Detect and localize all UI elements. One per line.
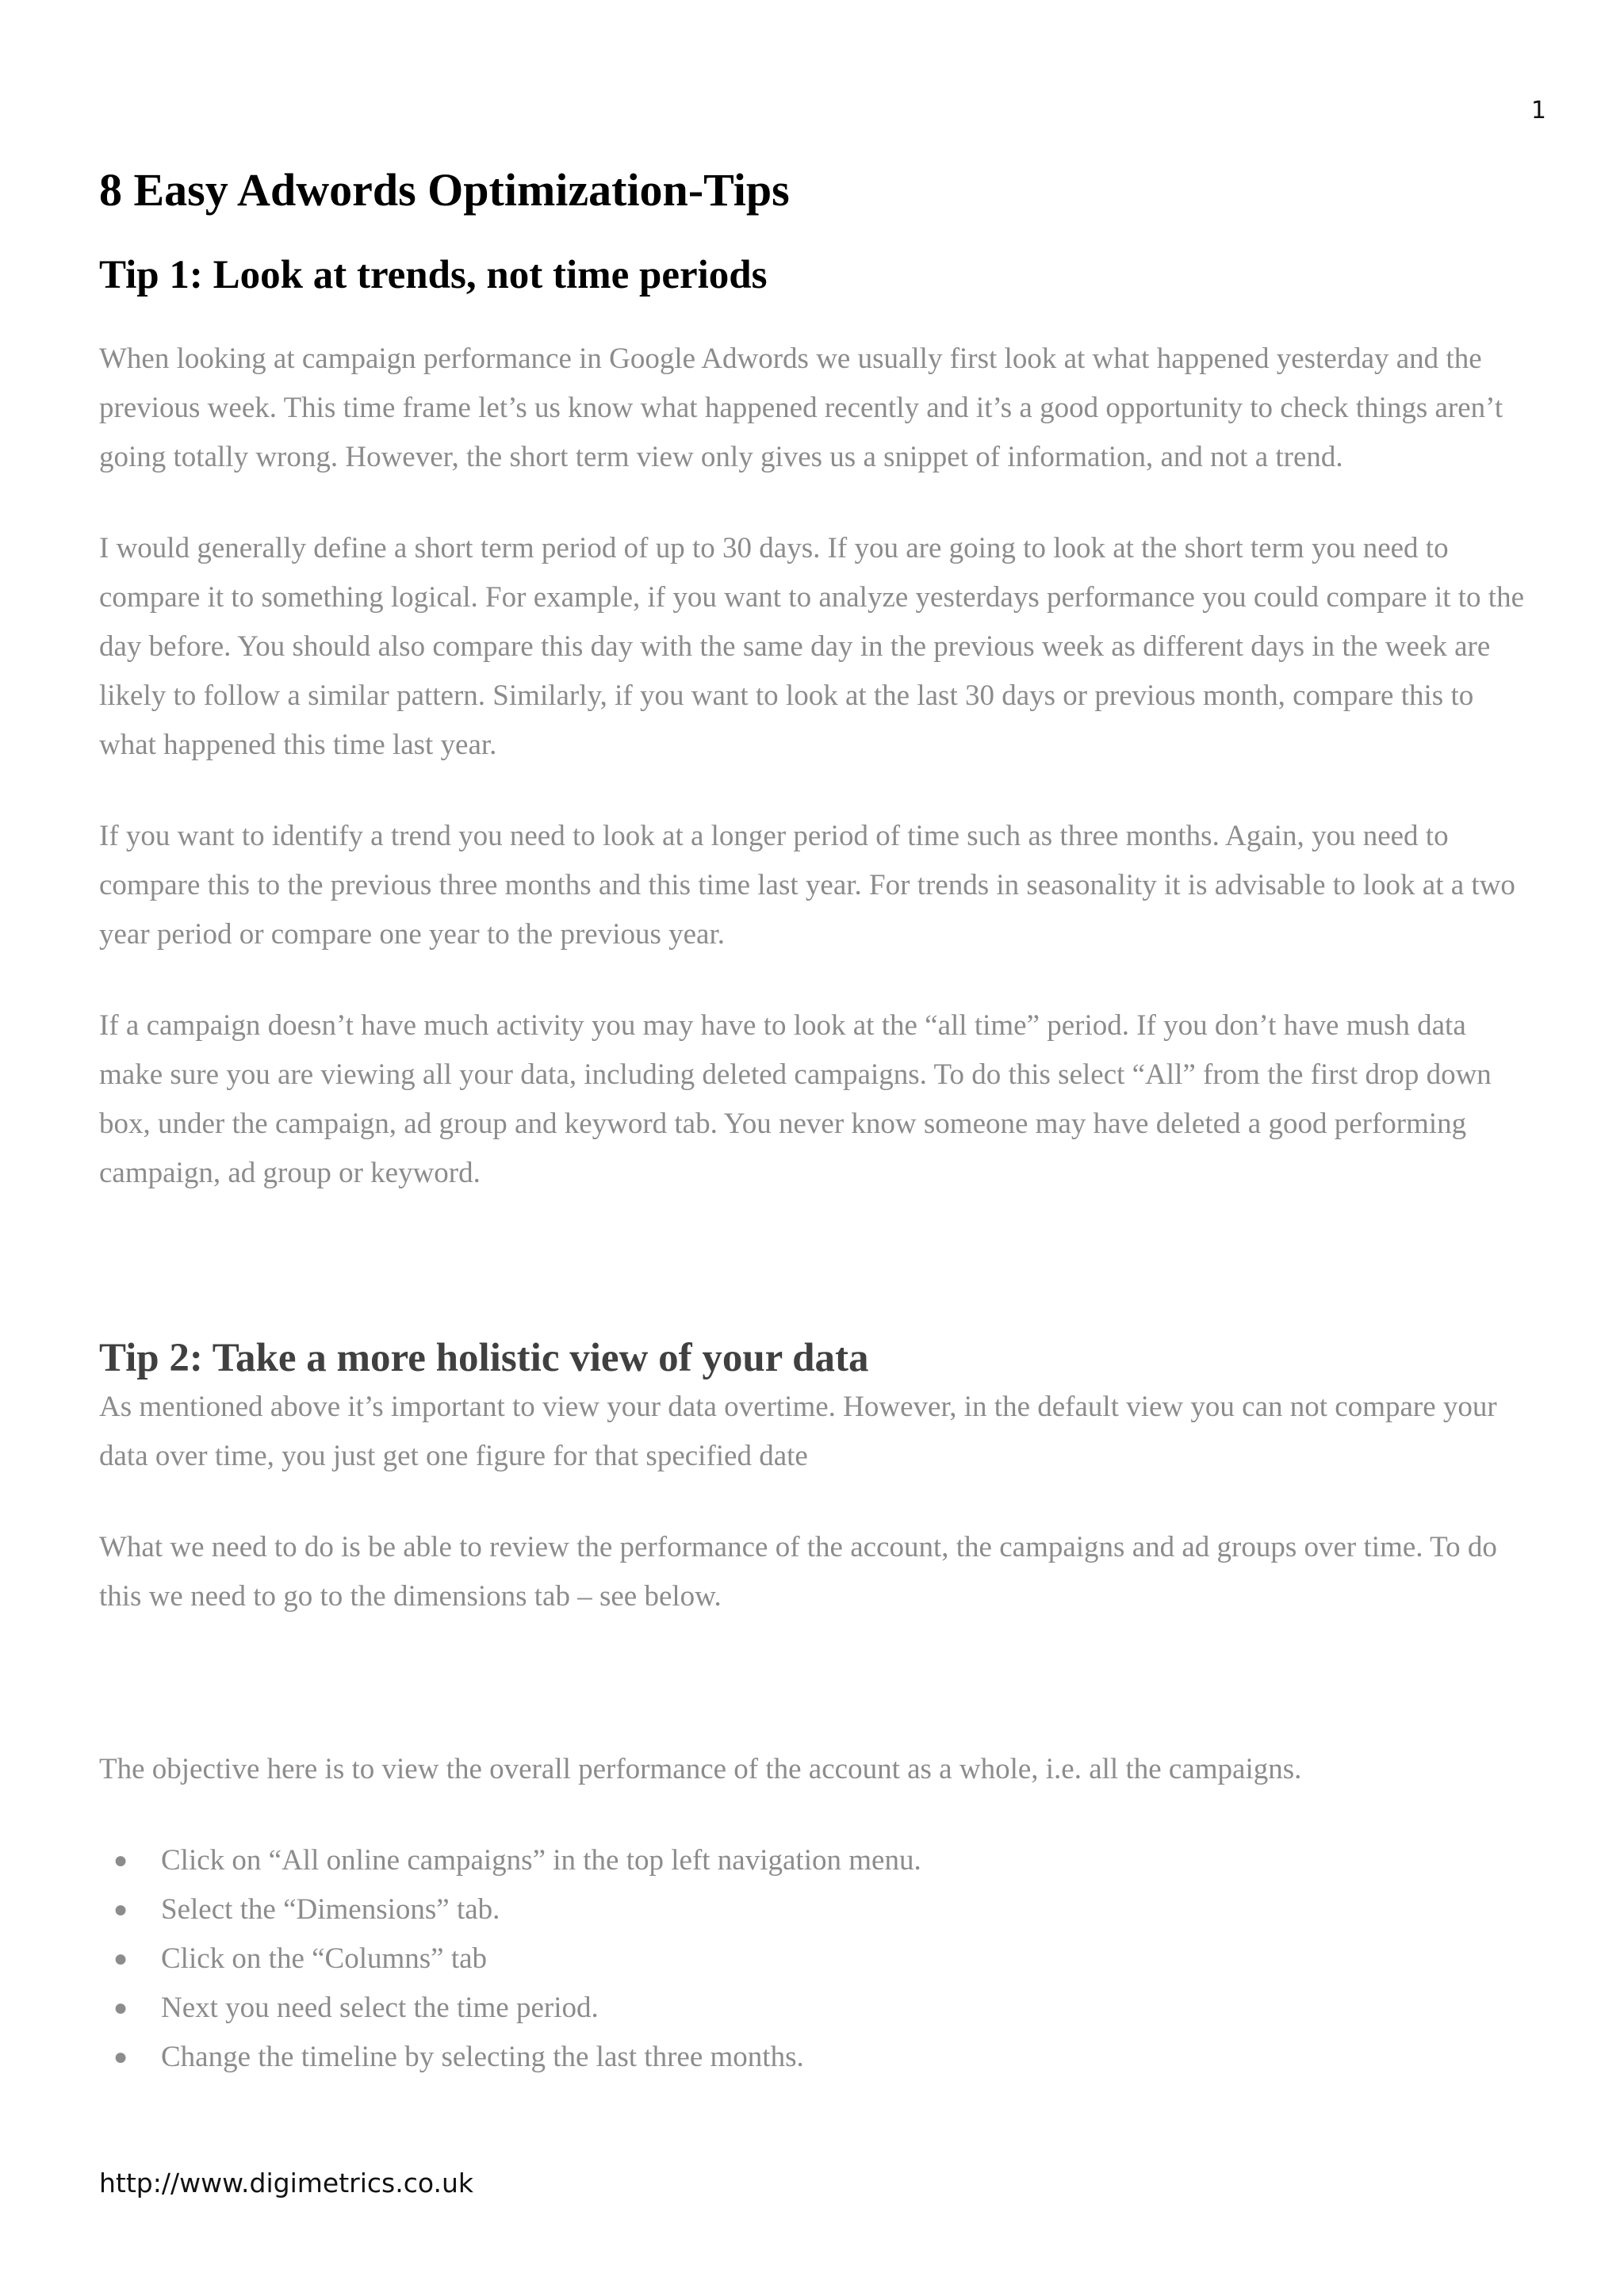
- bullet-icon: ●: [113, 2043, 128, 2070]
- tip1-paragraph: When looking at campaign performance in Google Adwords we usually first look at what happened yesterday and the previous week. This time frame let’s us know what happened recently and it’s a good opportunity to check things aren’t going totally wrong. However, the short term view only gives us a snippet of information, and not a trend.: [99, 342, 1503, 473]
- bullet-icon: ●: [113, 1994, 128, 2021]
- steps-list: [99, 1836, 1534, 2082]
- page-number: 1: [1530, 97, 1546, 124]
- list-item: [99, 2033, 1534, 2082]
- list-item: [99, 1984, 1534, 2033]
- list-item: [99, 1885, 1534, 1934]
- list-item-text: Click on the “Columns” tab: [161, 1942, 488, 1975]
- list-item-text: Click on “All online campaigns” in the top left navigation menu.: [161, 1843, 921, 1877]
- bullet-icon: ●: [113, 1896, 128, 1923]
- tip2-paragraph: What we need to do is be able to review the performance of the account, the campaigns and ad groups over time. To do this we need to go to the dimensions tab – see below.: [99, 1530, 1497, 1613]
- tip1-paragraph: If you want to identify a trend you need to look at a longer period of time such as three months. Again, you need to compare this to the previous three months and this time last year. For trends in seasonality it is advisable to look at a two year period or compare one year to the previous year.: [99, 819, 1515, 951]
- list-item-text: Change the timeline by selecting the last three months.: [161, 2040, 804, 2073]
- list-item: [99, 1836, 1534, 1885]
- tip1-heading: Tip 1: Look at trends, not time periods: [99, 252, 768, 297]
- list-item-text: Next you need select the time period.: [161, 1991, 599, 2024]
- tip1-paragraph: I would generally define a short term period of up to 30 days. If you are going to look at the short term you need to compare it to something logical. For example, if you want to analyze yesterdays performance you could compare it to the day before. You should also compare this day with the same day in the previous week as different days in the week are likely to follow a similar pattern. Similarly, if you want to look at the last 30 days or previous month, compare this to what happened this time last year.: [99, 531, 1525, 761]
- document-body: [99, 163, 1534, 2082]
- objective-paragraph: The objective here is to view the overall performance of the account as a whole, i.e. all the campaigns.: [99, 1752, 1302, 1785]
- list-item: [99, 1934, 1534, 1984]
- list-item-text: Select the “Dimensions” tab.: [161, 1892, 500, 1926]
- footer-url[interactable]: http://www.digimetrics.co.uk: [99, 2168, 473, 2198]
- tip2-heading: Tip 2: Take a more holistic view of your data: [99, 1335, 869, 1380]
- tip2-paragraph: As mentioned above it’s important to view your data overtime. However, in the default view you can not compare your data over time, you just get one figure for that specified date: [99, 1390, 1497, 1472]
- bullet-icon: ●: [113, 1846, 128, 1873]
- bullet-icon: ●: [113, 1945, 128, 1972]
- tip1-paragraph: If a campaign doesn’t have much activity you may have to look at the “all time” period. If you don’t have mush data make sure you are viewing all your data, including deleted campaigns. To do this select “All” from the first drop down box, under the campaign, ad group and keyword tab. You never know someone may have deleted a good performing campaign, ad group or keyword.: [99, 1008, 1492, 1189]
- document-title: 8 Easy Adwords Optimization-Tips: [99, 164, 790, 216]
